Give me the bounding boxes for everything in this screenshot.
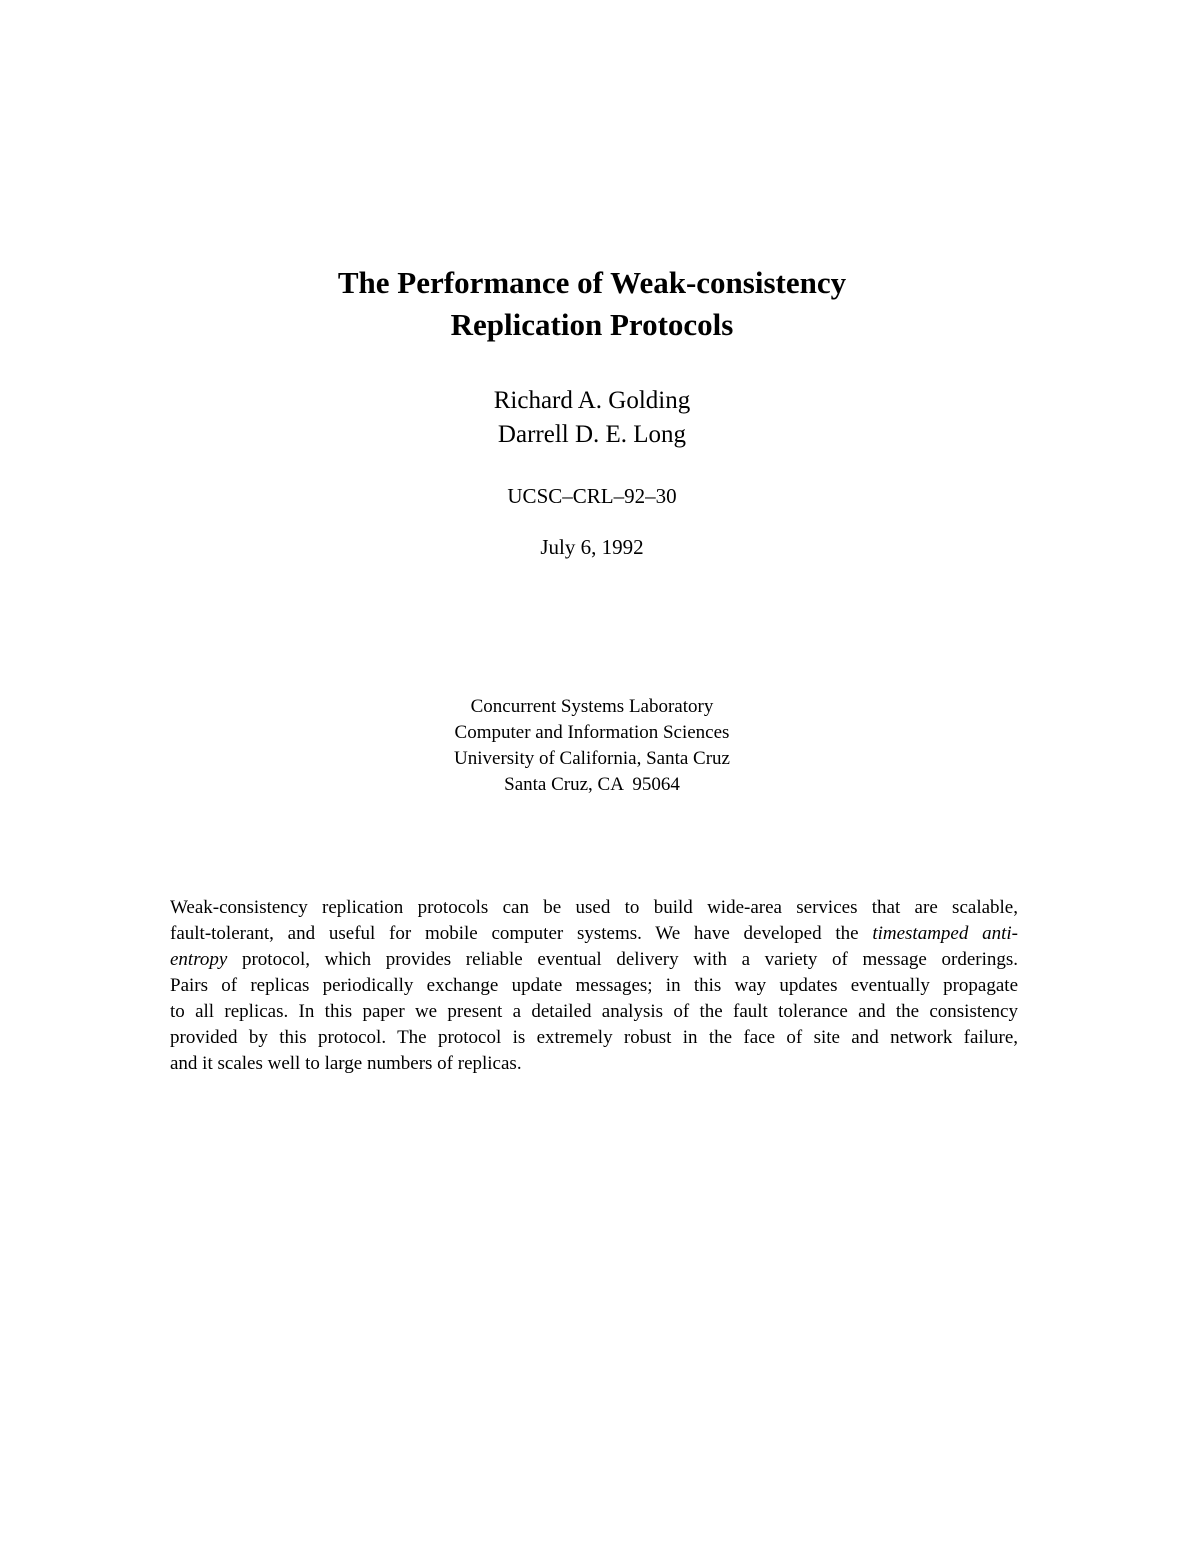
abstract-line-7: and it scales well to large numbers of replicas.: [170, 1053, 522, 1074]
title-line-1: The Performance of Weak-consistency: [337, 265, 847, 300]
abstract-term-entropy: entropy: [170, 949, 228, 970]
affiliation-lab: Concurrent Systems Laboratory: [470, 696, 714, 717]
affiliation-block: [0, 694, 1184, 798]
abstract-line-6: provided by this protocol. The protocol is extremely robust in the face of site and network failure,: [170, 1027, 1018, 1048]
abstract-line-4: Pairs of replicas periodically exchange update messages; in this way updates eventually propagate: [170, 975, 1018, 996]
title-line-2: Replication Protocols: [450, 307, 734, 342]
report-number: UCSC–CRL–92–30: [507, 484, 677, 508]
affiliation-address: Santa Cruz, CA 95064: [504, 774, 680, 795]
abstract-line-5: to all replicas. In this paper we present a detailed analysis of the fault tolerance and the consistency: [170, 1001, 1018, 1022]
author-list: [0, 384, 1184, 452]
abstract-line-2: [170, 921, 1018, 947]
report-date: July 6, 1992: [540, 535, 644, 559]
affiliation-department: Computer and Information Sciences: [454, 722, 730, 743]
abstract-line-3-text: protocol, which provides reliable eventual delivery with a variety of message orderings.: [227, 949, 1018, 970]
abstract: [170, 895, 1018, 1077]
author-long: Darrell D. E. Long: [497, 421, 687, 448]
abstract-term-timestamped: timestamped anti-: [872, 923, 1019, 944]
abstract-line-2-text: fault-tolerant, and useful for mobile computer systems. We have developed the: [170, 923, 859, 944]
abstract-line-1: Weak-consistency replication protocols can be used to build wide-area services that are scalable,: [170, 897, 1018, 918]
author-golding: Richard A. Golding: [493, 387, 691, 414]
abstract-paragraph: [170, 895, 1018, 1077]
paper-title: [0, 262, 1184, 346]
abstract-line-3: [170, 947, 1018, 973]
affiliation-university: University of California, Santa Cruz: [454, 748, 730, 769]
